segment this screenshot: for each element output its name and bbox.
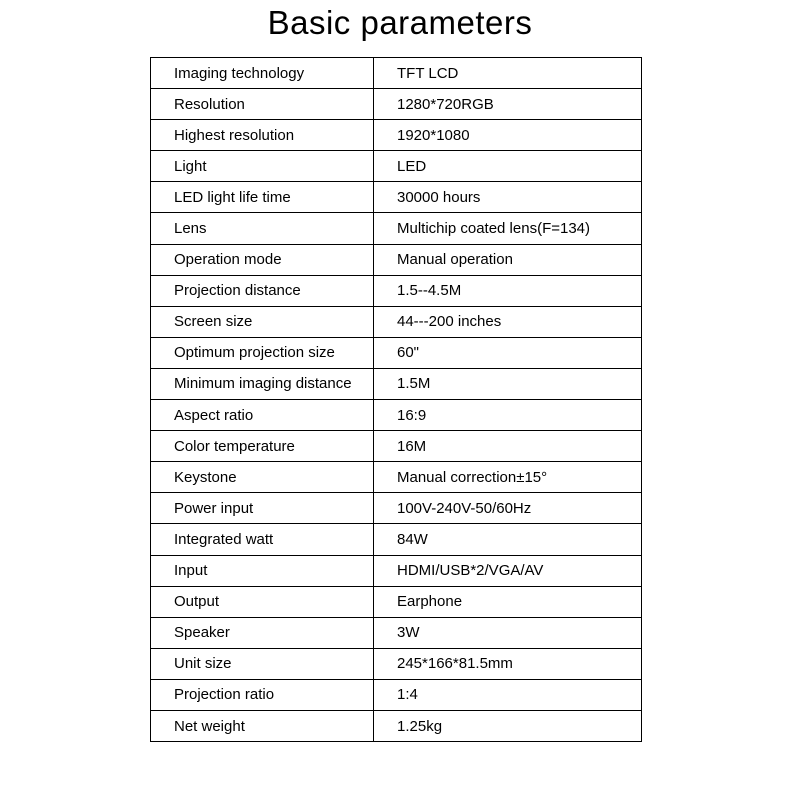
parameter-name: Unit size bbox=[151, 648, 374, 679]
table-row bbox=[151, 275, 642, 306]
parameter-name: Screen size bbox=[151, 306, 374, 337]
table-row bbox=[151, 213, 642, 244]
parameter-value: 1.25kg bbox=[374, 710, 642, 741]
parameter-name: Lens bbox=[151, 213, 374, 244]
table-row bbox=[151, 586, 642, 617]
parameter-value: 16M bbox=[374, 431, 642, 462]
parameter-value: 1.5M bbox=[374, 368, 642, 399]
parameter-value: 44---200 inches bbox=[374, 306, 642, 337]
parameter-name: Resolution bbox=[151, 89, 374, 120]
parameter-value: Manual correction±15° bbox=[374, 462, 642, 493]
table-row bbox=[151, 524, 642, 555]
parameter-name: Optimum projection size bbox=[151, 337, 374, 368]
parameter-name: Integrated watt bbox=[151, 524, 374, 555]
parameter-value: 3W bbox=[374, 617, 642, 648]
parameter-name: Speaker bbox=[151, 617, 374, 648]
parameter-value: 1280*720RGB bbox=[374, 89, 642, 120]
parameter-name: Input bbox=[151, 555, 374, 586]
table-row bbox=[151, 431, 642, 462]
parameter-value: Multichip coated lens(F=134) bbox=[374, 213, 642, 244]
parameter-name: Operation mode bbox=[151, 244, 374, 275]
parameter-name: Projection distance bbox=[151, 275, 374, 306]
parameter-name: Net weight bbox=[151, 710, 374, 741]
parameter-value: Manual operation bbox=[374, 244, 642, 275]
parameter-name: Aspect ratio bbox=[151, 400, 374, 431]
parameter-name: Output bbox=[151, 586, 374, 617]
table-row bbox=[151, 648, 642, 679]
parameter-name: Light bbox=[151, 151, 374, 182]
table-row bbox=[151, 368, 642, 399]
table-row bbox=[151, 493, 642, 524]
table-row bbox=[151, 244, 642, 275]
parameter-name: Projection ratio bbox=[151, 679, 374, 710]
table-row bbox=[151, 710, 642, 741]
table-row bbox=[151, 89, 642, 120]
parameter-value: Earphone bbox=[374, 586, 642, 617]
parameter-name: Highest resolution bbox=[151, 120, 374, 151]
parameter-name: Color temperature bbox=[151, 431, 374, 462]
table-row bbox=[151, 337, 642, 368]
parameter-name: Imaging technology bbox=[151, 58, 374, 89]
table-row bbox=[151, 462, 642, 493]
parameter-name: Keystone bbox=[151, 462, 374, 493]
page-title: Basic parameters bbox=[267, 4, 533, 41]
parameter-value: 245*166*81.5mm bbox=[374, 648, 642, 679]
table-row bbox=[151, 120, 642, 151]
parameter-value: HDMI/USB*2/VGA/AV bbox=[374, 555, 642, 586]
parameter-value: 30000 hours bbox=[374, 182, 642, 213]
parameter-value: 16:9 bbox=[374, 400, 642, 431]
parameter-value: 100V-240V-50/60Hz bbox=[374, 493, 642, 524]
table-row bbox=[151, 400, 642, 431]
parameter-value: 1920*1080 bbox=[374, 120, 642, 151]
parameter-value: LED bbox=[374, 151, 642, 182]
parameter-value: 60" bbox=[374, 337, 642, 368]
parameter-name: Power input bbox=[151, 493, 374, 524]
parameter-value: 84W bbox=[374, 524, 642, 555]
table-row bbox=[151, 151, 642, 182]
parameter-name: Minimum imaging distance bbox=[151, 368, 374, 399]
parameter-name: LED light life time bbox=[151, 182, 374, 213]
table-row bbox=[151, 679, 642, 710]
parameter-value: 1:4 bbox=[374, 679, 642, 710]
table-row bbox=[151, 555, 642, 586]
table-row bbox=[151, 306, 642, 337]
table-row bbox=[151, 617, 642, 648]
parameters-table bbox=[150, 57, 642, 742]
parameter-value: TFT LCD bbox=[374, 58, 642, 89]
parameter-value: 1.5--4.5M bbox=[374, 275, 642, 306]
table-row bbox=[151, 58, 642, 89]
table-row bbox=[151, 182, 642, 213]
